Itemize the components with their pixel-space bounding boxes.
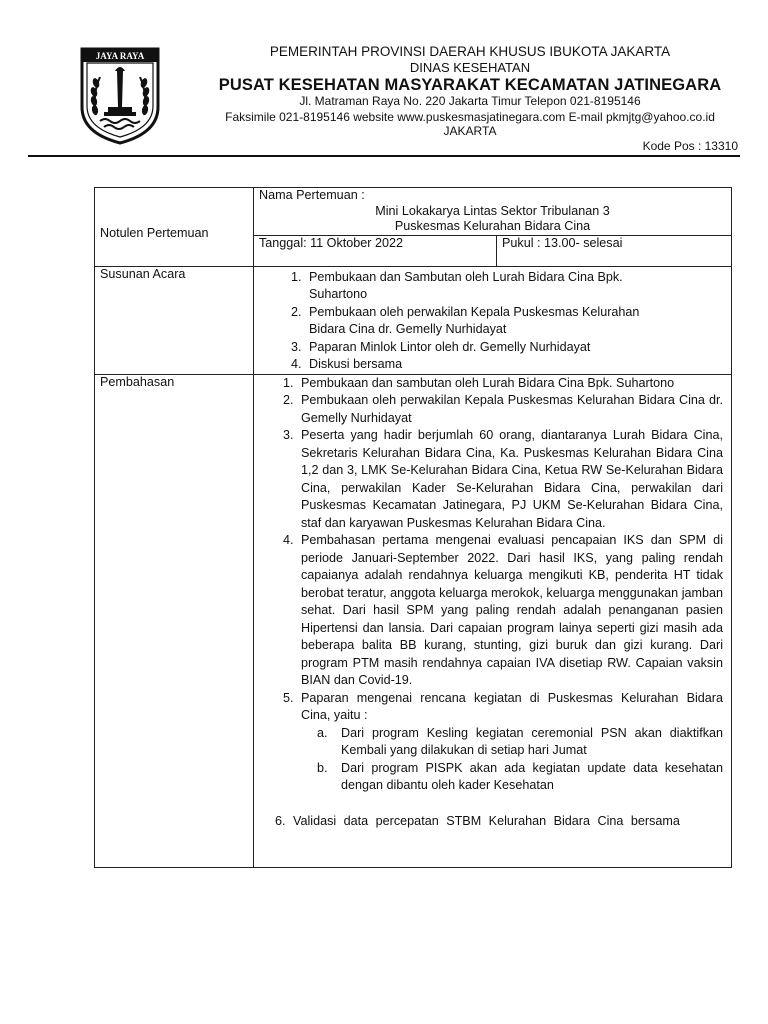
- agenda-label-text: Susunan Acara: [100, 266, 186, 281]
- list-item: 1. Pembukaan dan Sambutan oleh Lurah Bidara Cina Bpk. Suhartono: [305, 269, 671, 304]
- discussion-label: [95, 374, 254, 867]
- table-row: [95, 188, 732, 236]
- sub-item-mark: a.: [317, 725, 328, 740]
- header-contact: Faksimile 021-8195146 website www.puskesmasjatinegara.com E-mail pkmjtg@yahoo.co.id: [225, 110, 715, 124]
- logo-lettering: JAYA RAYA: [95, 51, 145, 61]
- sub-item-text: Dari program Kesling kegiatan ceremonial PSN akan diaktifkan Kembali yang dilakukan di setiap hari Jumat: [341, 725, 723, 757]
- discussion-list: [259, 375, 723, 725]
- header-province: PEMERINTAH PROVINSI DAERAH KHUSUS IBUKOTA JAKARTA: [269, 44, 671, 59]
- sub-item: [317, 725, 723, 760]
- notulen-label: [95, 188, 254, 267]
- sub-item: [317, 760, 723, 795]
- discussion-cell: [254, 374, 732, 867]
- header-department: DINAS KESEHATAN: [409, 60, 531, 75]
- agenda-label: [95, 266, 254, 374]
- agenda-list: [259, 269, 671, 374]
- notulen-label-text: Notulen Pertemuan: [100, 226, 209, 240]
- table-row: [95, 374, 732, 867]
- header-city: JAKARTA: [443, 124, 497, 138]
- list-item: 4. Diskusi bersama: [305, 356, 671, 374]
- meeting-name-label: Nama Pertemuan :: [259, 188, 365, 202]
- list-item: 3. Peserta yang hadir berjumlah 60 orang, diantaranya Lurah Bidara Cina, Sekretaris Kelurahan Bidara Cina, Ka. Puskesmas Kelurahan Bidara Cina 1,2 dan 3, LMK Se-Kelurahan Bidara Cina, Ketua RW Se-Kelurahan Bidara Cina, perwakilan Kader Se-Kelurahan Bidara Cina, perwakilan dari Puskesmas Kecamatan Jatinegara, PJ UKM Se-Kelurahan Bidara Cina, staf dan karyawan Puskesmas Kelurahan Bidara Cina.: [297, 427, 723, 532]
- sub-item-mark: b.: [317, 760, 328, 775]
- list-item: 4. Pembahasan pertama mengenai evaluasi pencapaian IKS dan SPM di periode Januari-September 2022. Dari hasil IKS, yang paling rendah capaianya adalah rendahnya keluarga mengikuti KB, penderita HT tidak berobat teratur, anggota keluarga merokok, keluarga menggunakan jamban sehat. Dari hasil SPM yang paling rendah adalah penanganan pasien Hipertensi dan lansia. Dari capaian program lainya seperti gizi masih ada beberapa balita BB kurang, stunting, gizi buruk dan gizi kurang. Dari program PTM masih rendahnya capaian IVA disetiap RW. Capaian vaksin BIAN dan Covid-19.: [297, 532, 723, 690]
- sub-list: [259, 725, 723, 795]
- meeting-name-line2: Puskesmas Kelurahan Bidara Cina: [394, 219, 591, 233]
- table-row: [95, 266, 732, 374]
- discussion-item-6: 6. Validasi data percepatan STBM Kelurahan Bidara Cina bersama: [275, 813, 680, 828]
- agenda-cell: [254, 266, 732, 374]
- list-item: 1. Pembukaan dan sambutan oleh Lurah Bidara Cina Bpk. Suhartono: [297, 375, 723, 393]
- jaya-raya-logo: [78, 45, 162, 145]
- meeting-name-line1: Mini Lokakarya Lintas Sektor Tribulanan 3: [375, 203, 610, 218]
- letterhead-divider: [28, 155, 740, 157]
- minutes-table: [94, 187, 732, 868]
- list-item: 2. Pembukaan oleh perwakilan Kepala Puskesmas Kelurahan Bidara Cina dr. Gemelly Nurhidayat: [297, 392, 723, 427]
- meeting-date-text: Tanggal: 11 Oktober 2022: [259, 235, 403, 250]
- sub-item-text: Dari program PISPK akan ada kegiatan update data kesehatan dengan dibantu oleh kader Kesehatan: [341, 760, 723, 792]
- meeting-time: [497, 235, 732, 266]
- meeting-date: [254, 235, 497, 266]
- header-address: Jl. Matraman Raya No. 220 Jakarta Timur Telepon 021-8195146: [299, 94, 641, 108]
- list-item: 5. Paparan mengenai rencana kegiatan di Puskesmas Kelurahan Bidara Cina, yaitu :: [297, 690, 723, 725]
- list-item: 3. Paparan Minlok Lintor oleh dr. Gemelly Nurhidayat: [305, 339, 671, 357]
- header-institution: PUSAT KESEHATAN MASYARAKAT KECAMATAN JATINEGARA: [218, 76, 722, 94]
- list-item: 2. Pembukaan oleh perwakilan Kepala Puskesmas Kelurahan Bidara Cina dr. Gemelly Nurhidayat: [305, 304, 671, 339]
- meeting-time-text: Pukul : 13.00- selesai: [502, 235, 623, 250]
- header-postal-code: Kode Pos : 13310: [642, 139, 738, 153]
- meeting-name-cell: [254, 188, 732, 236]
- discussion-label-text: Pembahasan: [100, 374, 175, 389]
